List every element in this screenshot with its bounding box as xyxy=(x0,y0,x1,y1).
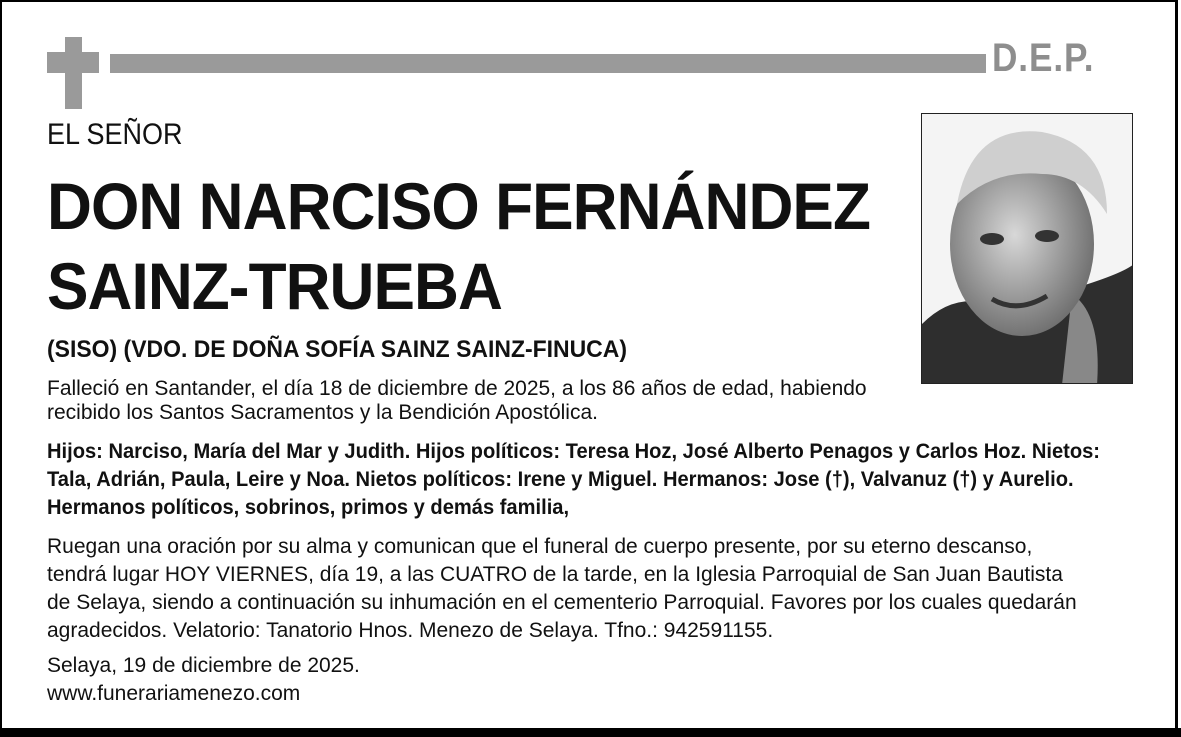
subtitle xyxy=(47,336,653,364)
prefix-text: EL SEÑOR xyxy=(47,118,183,151)
closing xyxy=(47,652,360,708)
dep-label: D.E.P. xyxy=(992,36,1095,80)
place-date: Selaya, 19 de diciembre de 2025. xyxy=(47,654,360,677)
subtitle-text: (SISO) (VDO. DE DOÑA SOFÍA SAINZ SAINZ-FINUCA) xyxy=(47,336,627,363)
text-line: tendrá lugar HOY VIERNES, día 19, a las CUATRO de la tarde, en la Iglesia Parroquial de San Juan Bautista xyxy=(47,563,1063,586)
cross-horizontal xyxy=(47,52,99,73)
death-notice xyxy=(47,377,867,425)
deceased-photo xyxy=(921,113,1133,384)
name-line: SAINZ-TRUEBA xyxy=(47,249,502,323)
cross-vertical xyxy=(65,37,82,109)
bottom-bar xyxy=(0,728,1181,737)
text-line: de Selaya, siendo a continuación su inhumación en el cementerio Parroquial. Favores por los cuales quedarán xyxy=(47,591,1077,614)
name-line: DON NARCISO FERNÁNDEZ xyxy=(47,169,870,243)
deceased-name xyxy=(47,166,921,326)
text-line: Hermanos políticos, sobrinos, primos y demás familia, xyxy=(47,496,570,519)
text-line: Ruegan una oración por su alma y comunican que el funeral de cuerpo presente, por su eterno descanso, xyxy=(47,535,1033,558)
text-line: agradecidos. Velatorio: Tanatorio Hnos. Menezo de Selaya. Tfno.: 942591155. xyxy=(47,619,774,642)
website-link[interactable]: www.funerariamenezo.com xyxy=(47,682,301,705)
text-line: recibido los Santos Sacramentos y la Bendición Apostólica. xyxy=(47,401,598,424)
family-list xyxy=(47,438,1146,522)
text-line: Tala, Adrián, Paula, Leire y Noa. Nietos políticos: Irene y Miguel. Hermanos: Jose (†), Valvanuz (†) y Aurelio. xyxy=(47,468,1074,491)
header-rule xyxy=(110,54,986,73)
funeral-details xyxy=(47,533,1077,645)
prefix xyxy=(47,118,198,152)
portrait-image xyxy=(922,114,1133,384)
text-line: Falleció en Santander, el día 18 de diciembre de 2025, a los 86 años de edad, habiendo xyxy=(47,377,867,400)
text-line: Hijos: Narciso, María del Mar y Judith. Hijos políticos: Teresa Hoz, José Alberto Penagos y Carlos Hoz. Nietos: xyxy=(47,440,1100,463)
